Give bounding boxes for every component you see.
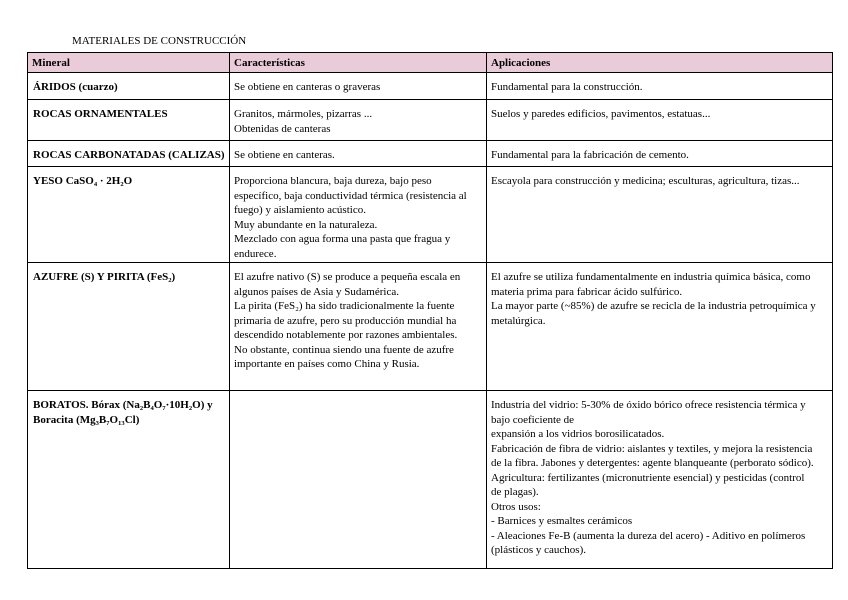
- cell-line: Boracita (Mg₃B₇O₁₃Cl): [33, 413, 140, 426]
- cell-line: ÁRIDOS (cuarzo): [33, 81, 118, 93]
- table-row-rocas-ornamentales: [28, 100, 833, 141]
- cell-aplicaciones: [487, 167, 833, 263]
- cell-line: descendido notablemente por razones ambientales.: [234, 329, 458, 341]
- table-row-boratos: [28, 391, 833, 569]
- cell-mineral: [28, 167, 230, 263]
- header-aplicaciones: Aplicaciones: [487, 53, 833, 73]
- cell-line: No obstante, continua siendo una fuente de azufre: [234, 343, 454, 356]
- cell-line: de la fibra. Jabones y detergentes: agente blanqueante (perborato sódico).: [491, 457, 814, 469]
- cell-aplicaciones: [487, 391, 833, 569]
- cell-aplicaciones: [487, 263, 833, 391]
- cell-line: Mezclado con agua forma una pasta que fragua y: [234, 233, 451, 245]
- cell-caracteristicas: [230, 167, 487, 263]
- cell-aplicaciones: [487, 141, 833, 167]
- header-caracteristicas: Características: [230, 53, 487, 73]
- cell-caracteristicas: [230, 73, 487, 100]
- cell-line: metalúrgica.: [491, 314, 546, 327]
- cell-line: (plásticos y cauchos).: [491, 544, 586, 556]
- cell-line: Se obtiene en canteras.: [234, 149, 335, 161]
- cell-mineral: [28, 100, 230, 141]
- cell-line: El azufre se utiliza fundamentalmente en industria química básica, como: [491, 271, 811, 283]
- cell-line: Industria del vidrio: 5-30% de óxido bórico ofrece resistencia térmica y: [491, 399, 806, 411]
- cell-caracteristicas: [230, 141, 487, 167]
- cell-line: expansión a los vidrios borosilicatados.: [491, 428, 665, 440]
- cell-line: ROCAS CARBONATADAS (CALIZAS): [33, 149, 225, 161]
- materials-table: [27, 52, 833, 569]
- table-row-aridos: [28, 73, 833, 100]
- cell-line: materia prima para fabricar ácido sulfúrico.: [491, 285, 683, 298]
- cell-line: ROCAS ORNAMENTALES: [33, 108, 168, 120]
- cell-line: Granitos, mármoles, pizarras ...: [234, 108, 373, 120]
- cell-caracteristicas: [230, 100, 487, 141]
- cell-line: de plagas).: [491, 486, 539, 498]
- cell-line: BORATOS. Bórax (Na₂B₄O₇·10H₂O) y: [33, 399, 213, 411]
- cell-line: - Aleaciones Fe-B (aumenta la dureza del acero) - Aditivo en polímeros: [491, 529, 806, 542]
- cell-line: Proporciona blancura, baja dureza, bajo peso: [234, 175, 432, 187]
- cell-mineral: [28, 73, 230, 100]
- cell-line: YESO CaSO₄ · 2H₂O: [33, 175, 133, 187]
- cell-aplicaciones: [487, 100, 833, 141]
- cell-line: La mayor parte (~85%) de azufre se recicla de la industria petroquímica y: [491, 300, 816, 312]
- cell-line: primaria de azufre, pero su producción mundial ha: [234, 314, 457, 327]
- cell-line: Fabricación de fibra de vidrio: aislantes y textiles, y mejora la resistencia: [491, 442, 813, 455]
- cell-line: Obtenidas de canteras: [234, 122, 331, 135]
- cell-mineral: [28, 141, 230, 167]
- cell-line: endurece.: [234, 247, 277, 260]
- cell-line: AZUFRE (S) Y PIRITA (FeS₂): [33, 271, 176, 283]
- cell-caracteristicas: [230, 263, 487, 391]
- cell-line: Muy abundante en la naturaleza.: [234, 218, 378, 231]
- cell-line: Suelos y paredes edificios, pavimentos, estatuas...: [491, 108, 711, 120]
- cell-line: Agricultura: fertilizantes (micronutriente esencial) y pesticidas (control: [491, 471, 805, 484]
- cell-line: - Barnices y esmaltes cerámicos: [491, 515, 633, 527]
- cell-mineral: [28, 263, 230, 391]
- header-mineral: Mineral: [28, 53, 230, 73]
- table-header-row: [28, 53, 833, 73]
- cell-line: Fundamental para la construcción.: [491, 81, 643, 93]
- table-row-yeso: [28, 167, 833, 263]
- cell-line: Escayola para construcción y medicina; esculturas, agricultura, tizas...: [491, 175, 800, 187]
- cell-mineral: [28, 391, 230, 569]
- table-row-rocas-carbonatadas: [28, 141, 833, 167]
- cell-line: La pirita (FeS₂) ha sido tradicionalmente la fuente: [234, 300, 455, 312]
- cell-line: bajo coeficiente de: [491, 413, 575, 426]
- cell-line: Otros usos:: [491, 500, 541, 513]
- cell-caracteristicas-empty: [230, 391, 487, 569]
- cell-aplicaciones: [487, 73, 833, 100]
- cell-line: Fundamental para la fabricación de cemento.: [491, 149, 689, 161]
- cell-line: específico, baja conductividad térmica (resistencia al: [234, 189, 467, 202]
- cell-line: fuego) y aislamiento acústico.: [234, 204, 366, 216]
- cell-line: Se obtiene en canteras o graveras: [234, 81, 381, 93]
- table-row-azufre-pirita: [28, 263, 833, 391]
- cell-line: El azufre nativo (S) se produce a pequeña escala en: [234, 271, 461, 283]
- cell-line: importante en países como China y Rusia.: [234, 358, 420, 370]
- cell-line: algunos países de Asia y Sudamérica.: [234, 285, 399, 298]
- document-title: MATERIALES DE CONSTRUCCIÓN: [72, 35, 247, 47]
